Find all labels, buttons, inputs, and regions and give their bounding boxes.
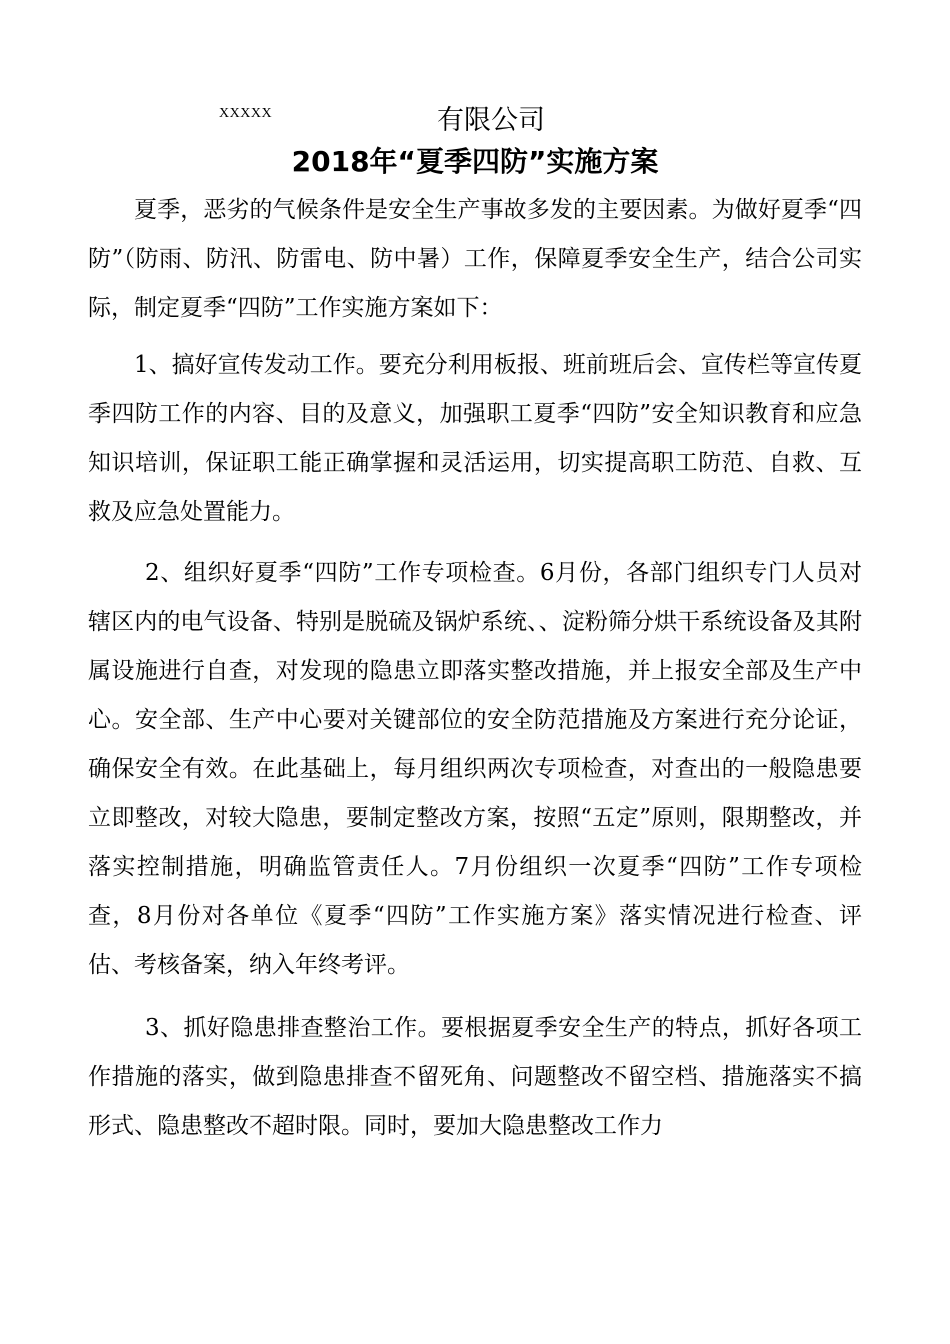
intro-paragraph: 夏季，恶劣的气候条件是安全生产事故多发的主要因素。为做好夏季“四防”（防雨、防汛、防雷电、防中暑）工作，保障夏季安全生产，结合公司实际，制定夏季“四防”工作实施方案如下： (88, 197, 862, 321)
company-name: 有限公司 (437, 105, 545, 136)
paragraph-item-3: 3、抓好隐患排查整治工作。要根据夏季安全生产的特点，抓好各项工作措施的落实，做到隐患排查不留死角、问题整改不留空档、措施落实不搞形式、隐患整改不超时限。同时，要加大隐患整改工作力 (88, 1015, 862, 1139)
paragraph-item-1: 1、搞好宣传发动工作。要充分利用板报、班前班后会、宣传栏等宣传夏季四防工作的内容、目的及意义，加强职工夏季“四防”安全知识教育和应急知识培训，保证职工能正确掌握和灵活运用，切实提高职工防范、自救、互救及应急处置能力。 (88, 352, 862, 525)
document-body (88, 186, 862, 1151)
paragraph-item-2: 2、组织好夏季“四防”工作专项检查。6月份，各部门组织专门人员对辖区内的电气设备、特别是脱硫及锅炉系统、、淀粉筛分烘干系统设备及其附属设施进行自查，对发现的隐患立即落实整改措施，并上报安全部及生产中心。安全部、生产中心要对关键部位的安全防范措施及方案进行充分论证，确保安全有效。在此基础上，每月组织两次专项检查，对查出的一般隐患要立即整改，对较大隐患，要制定整改方案，按照“五定”原则，限期整改，并落实控制措施，明确监管责任人。7月份组织一次夏季“四防”工作专项检查，8月份对各单位《夏季“四防”工作实施方案》落实情况进行检查、评估、考核备案，纳入年终考评。 (88, 560, 862, 978)
document-title: 2018年“夏季四防”实施方案 (291, 145, 659, 178)
company-prefix: XXXXX (219, 106, 273, 121)
